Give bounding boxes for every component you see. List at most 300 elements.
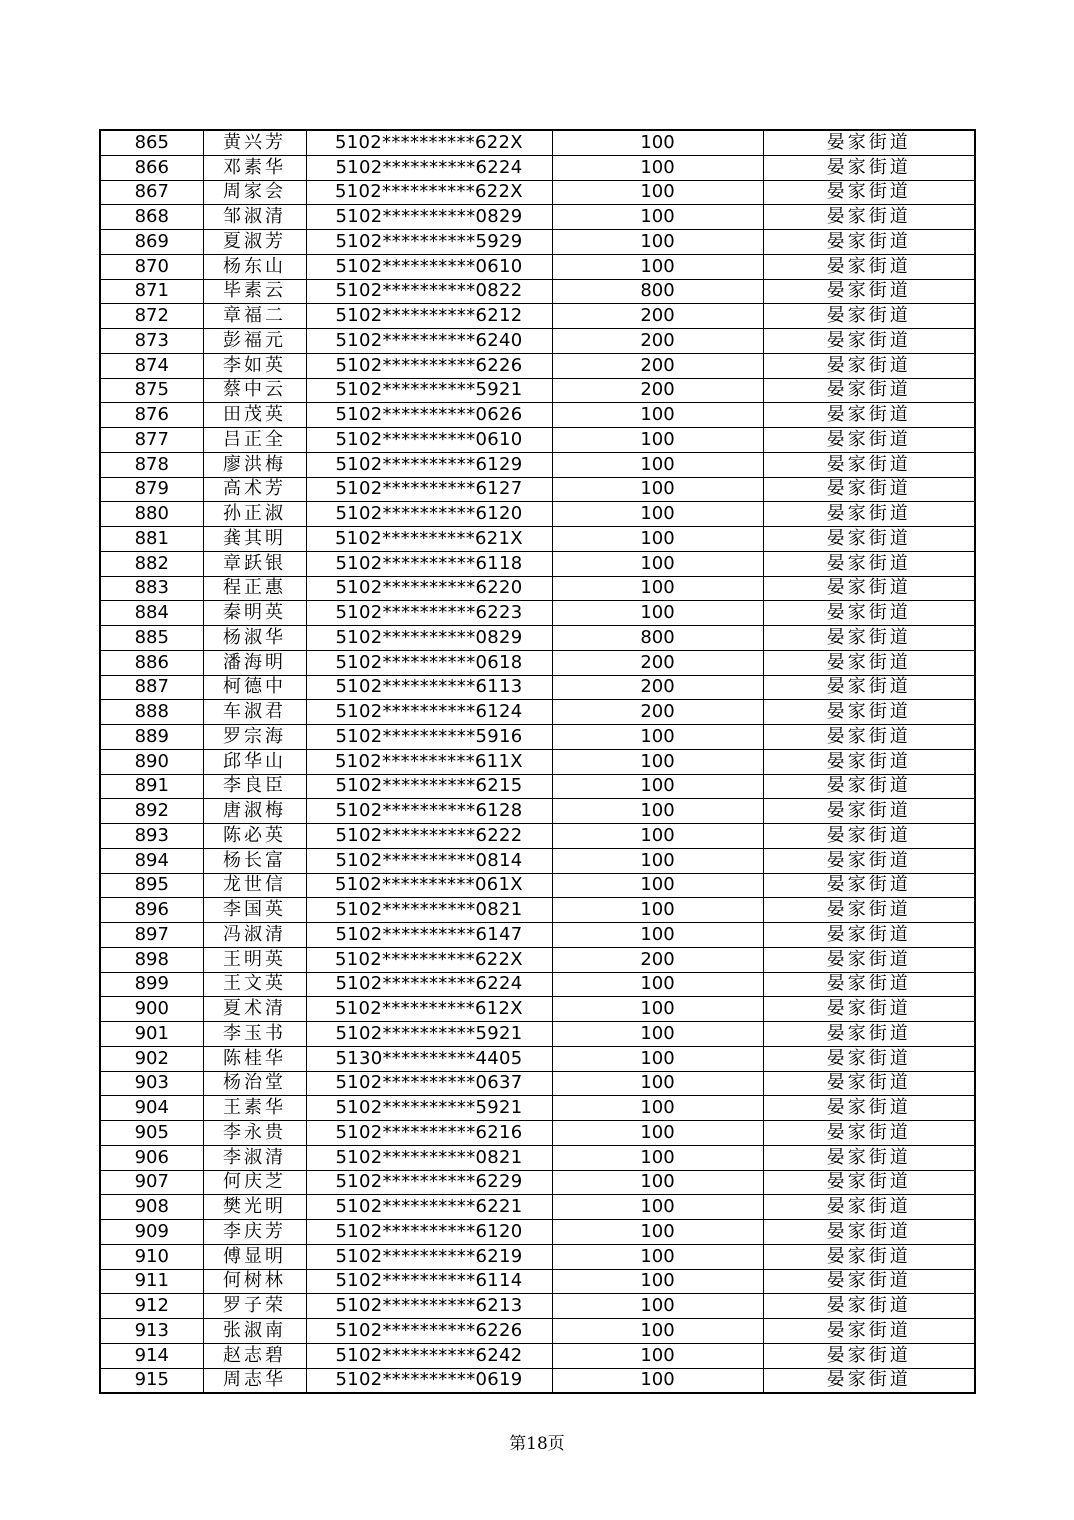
id-number-cell: 5102**********622X	[306, 180, 552, 205]
name-cell: 李如英	[203, 353, 306, 378]
serial-number-cell: 890	[100, 749, 203, 774]
amount-cell: 100	[552, 205, 763, 230]
serial-number-cell: 896	[100, 898, 203, 923]
subdistrict-cell: 晏家街道	[763, 1071, 975, 1096]
name-cell: 龚其明	[203, 527, 306, 552]
id-number-cell: 5102**********0829	[306, 205, 552, 230]
amount-cell: 200	[552, 329, 763, 354]
subdistrict-cell: 晏家街道	[763, 923, 975, 948]
serial-number-cell: 911	[100, 1269, 203, 1294]
table-row	[100, 502, 975, 527]
table-row	[100, 1343, 975, 1368]
table-row	[100, 230, 975, 255]
table-row	[100, 848, 975, 873]
id-number-cell: 5130**********4405	[306, 1046, 552, 1071]
serial-number-cell: 894	[100, 848, 203, 873]
id-number-cell: 5102**********5921	[306, 378, 552, 403]
name-cell: 陈必英	[203, 824, 306, 849]
serial-number-cell: 879	[100, 477, 203, 502]
id-number-cell: 5102**********0829	[306, 626, 552, 651]
table-row	[100, 477, 975, 502]
subdistrict-cell: 晏家街道	[763, 749, 975, 774]
table-row	[100, 700, 975, 725]
id-number-cell: 5102**********6213	[306, 1294, 552, 1319]
name-cell: 邹淑清	[203, 205, 306, 230]
table-row	[100, 527, 975, 552]
serial-number-cell: 914	[100, 1343, 203, 1368]
name-cell: 冯淑清	[203, 923, 306, 948]
id-number-cell: 5102**********6124	[306, 700, 552, 725]
subdistrict-cell: 晏家街道	[763, 1096, 975, 1121]
id-number-cell: 5102**********6147	[306, 923, 552, 948]
amount-cell: 100	[552, 749, 763, 774]
amount-cell: 100	[552, 527, 763, 552]
table-row	[100, 1269, 975, 1294]
name-cell: 龙世信	[203, 873, 306, 898]
subdistrict-cell: 晏家街道	[763, 725, 975, 750]
serial-number-cell: 881	[100, 527, 203, 552]
table-row	[100, 725, 975, 750]
subdistrict-cell: 晏家街道	[763, 452, 975, 477]
amount-cell: 100	[552, 1343, 763, 1368]
amount-cell: 100	[552, 799, 763, 824]
subdistrict-cell: 晏家街道	[763, 1046, 975, 1071]
subdistrict-cell: 晏家街道	[763, 1343, 975, 1368]
amount-cell: 100	[552, 130, 763, 155]
amount-cell: 100	[552, 551, 763, 576]
serial-number-cell: 867	[100, 180, 203, 205]
table-row	[100, 601, 975, 626]
subdistrict-cell: 晏家街道	[763, 254, 975, 279]
subdistrict-cell: 晏家街道	[763, 675, 975, 700]
serial-number-cell: 871	[100, 279, 203, 304]
subdistrict-cell: 晏家街道	[763, 947, 975, 972]
subdistrict-cell: 晏家街道	[763, 824, 975, 849]
serial-number-cell: 900	[100, 997, 203, 1022]
subdistrict-cell: 晏家街道	[763, 130, 975, 155]
serial-number-cell: 904	[100, 1096, 203, 1121]
table-row	[100, 428, 975, 453]
table-row	[100, 824, 975, 849]
name-cell: 王明英	[203, 947, 306, 972]
table-row	[100, 1195, 975, 1220]
name-cell: 李国英	[203, 898, 306, 923]
table-row	[100, 650, 975, 675]
id-number-cell: 5102**********6215	[306, 774, 552, 799]
amount-cell: 100	[552, 155, 763, 180]
serial-number-cell: 866	[100, 155, 203, 180]
amount-cell: 100	[552, 1195, 763, 1220]
serial-number-cell: 908	[100, 1195, 203, 1220]
name-cell: 唐淑梅	[203, 799, 306, 824]
amount-cell: 100	[552, 725, 763, 750]
amount-cell: 100	[552, 1244, 763, 1269]
table-row	[100, 130, 975, 155]
amount-cell: 200	[552, 378, 763, 403]
name-cell: 何树林	[203, 1269, 306, 1294]
table-row	[100, 1220, 975, 1245]
table-row	[100, 873, 975, 898]
table-row	[100, 329, 975, 354]
subdistrict-cell: 晏家街道	[763, 601, 975, 626]
amount-cell: 100	[552, 403, 763, 428]
name-cell: 高术芳	[203, 477, 306, 502]
name-cell: 赵志碧	[203, 1343, 306, 1368]
table-row	[100, 452, 975, 477]
amount-cell: 100	[552, 502, 763, 527]
subdistrict-cell: 晏家街道	[763, 1121, 975, 1146]
amount-cell: 100	[552, 1368, 763, 1393]
subdistrict-cell: 晏家街道	[763, 1244, 975, 1269]
subdistrict-cell: 晏家街道	[763, 502, 975, 527]
name-cell: 车淑君	[203, 700, 306, 725]
amount-cell: 100	[552, 848, 763, 873]
table-row	[100, 1170, 975, 1195]
subdistrict-cell: 晏家街道	[763, 1170, 975, 1195]
serial-number-cell: 889	[100, 725, 203, 750]
serial-number-cell: 875	[100, 378, 203, 403]
amount-cell: 200	[552, 947, 763, 972]
id-number-cell: 5102**********061X	[306, 873, 552, 898]
id-number-cell: 5102**********5929	[306, 230, 552, 255]
amount-cell: 800	[552, 626, 763, 651]
subdistrict-cell: 晏家街道	[763, 873, 975, 898]
name-cell: 杨东山	[203, 254, 306, 279]
amount-cell: 100	[552, 1269, 763, 1294]
subdistrict-cell: 晏家街道	[763, 230, 975, 255]
id-number-cell: 5102**********0821	[306, 898, 552, 923]
serial-number-cell: 895	[100, 873, 203, 898]
subdistrict-cell: 晏家街道	[763, 848, 975, 873]
id-number-cell: 5102**********5916	[306, 725, 552, 750]
serial-number-cell: 899	[100, 972, 203, 997]
amount-cell: 100	[552, 774, 763, 799]
amount-cell: 200	[552, 650, 763, 675]
amount-cell: 100	[552, 477, 763, 502]
id-number-cell: 5102**********6113	[306, 675, 552, 700]
table-row	[100, 304, 975, 329]
serial-number-cell: 903	[100, 1071, 203, 1096]
id-number-cell: 5102**********6240	[306, 329, 552, 354]
name-cell: 杨长富	[203, 848, 306, 873]
name-cell: 柯德中	[203, 675, 306, 700]
serial-number-cell: 913	[100, 1319, 203, 1344]
table-row	[100, 1071, 975, 1096]
id-number-cell: 5102**********6219	[306, 1244, 552, 1269]
table-row	[100, 1368, 975, 1393]
table-row	[100, 576, 975, 601]
serial-number-cell: 909	[100, 1220, 203, 1245]
id-number-cell: 5102**********0626	[306, 403, 552, 428]
amount-cell: 100	[552, 898, 763, 923]
serial-number-cell: 888	[100, 700, 203, 725]
id-number-cell: 5102**********0814	[306, 848, 552, 873]
subdistrict-cell: 晏家街道	[763, 403, 975, 428]
table-row	[100, 279, 975, 304]
table-row	[100, 774, 975, 799]
subdistrict-cell: 晏家街道	[763, 1022, 975, 1047]
serial-number-cell: 887	[100, 675, 203, 700]
id-number-cell: 5102**********6222	[306, 824, 552, 849]
name-cell: 吕正全	[203, 428, 306, 453]
name-cell: 夏术清	[203, 997, 306, 1022]
name-cell: 毕素云	[203, 279, 306, 304]
amount-cell: 200	[552, 304, 763, 329]
serial-number-cell: 906	[100, 1145, 203, 1170]
serial-number-cell: 912	[100, 1294, 203, 1319]
id-number-cell: 5102**********5921	[306, 1022, 552, 1047]
table-row	[100, 403, 975, 428]
amount-cell: 100	[552, 1022, 763, 1047]
amount-cell: 100	[552, 824, 763, 849]
table-row	[100, 997, 975, 1022]
table-row	[100, 1319, 975, 1344]
table-row	[100, 353, 975, 378]
serial-number-cell: 885	[100, 626, 203, 651]
serial-number-cell: 892	[100, 799, 203, 824]
name-cell: 黄兴芳	[203, 130, 306, 155]
name-cell: 田茂英	[203, 403, 306, 428]
amount-cell: 200	[552, 353, 763, 378]
name-cell: 章跃银	[203, 551, 306, 576]
table-row	[100, 180, 975, 205]
serial-number-cell: 877	[100, 428, 203, 453]
serial-number-cell: 873	[100, 329, 203, 354]
id-number-cell: 5102**********5921	[306, 1096, 552, 1121]
name-cell: 李淑清	[203, 1145, 306, 1170]
amount-cell: 100	[552, 972, 763, 997]
serial-number-cell: 897	[100, 923, 203, 948]
amount-cell: 100	[552, 1046, 763, 1071]
name-cell: 章福二	[203, 304, 306, 329]
subdistrict-cell: 晏家街道	[763, 180, 975, 205]
id-number-cell: 5102**********6226	[306, 353, 552, 378]
serial-number-cell: 905	[100, 1121, 203, 1146]
subdistrict-cell: 晏家街道	[763, 304, 975, 329]
name-cell: 彭福元	[203, 329, 306, 354]
amount-cell: 100	[552, 180, 763, 205]
serial-number-cell: 915	[100, 1368, 203, 1393]
name-cell: 邓素华	[203, 155, 306, 180]
subdistrict-cell: 晏家街道	[763, 799, 975, 824]
amount-cell: 100	[552, 1319, 763, 1344]
subdistrict-cell: 晏家街道	[763, 551, 975, 576]
name-cell: 张淑南	[203, 1319, 306, 1344]
table-row	[100, 254, 975, 279]
serial-number-cell: 868	[100, 205, 203, 230]
id-number-cell: 5102**********6226	[306, 1319, 552, 1344]
amount-cell: 100	[552, 1294, 763, 1319]
serial-number-cell: 902	[100, 1046, 203, 1071]
name-cell: 陈桂华	[203, 1046, 306, 1071]
subdistrict-cell: 晏家街道	[763, 576, 975, 601]
serial-number-cell: 876	[100, 403, 203, 428]
id-number-cell: 5102**********6212	[306, 304, 552, 329]
name-cell: 秦明英	[203, 601, 306, 626]
serial-number-cell: 883	[100, 576, 203, 601]
id-number-cell: 5102**********622X	[306, 130, 552, 155]
table-row	[100, 205, 975, 230]
table-row	[100, 1096, 975, 1121]
name-cell: 李玉书	[203, 1022, 306, 1047]
id-number-cell: 5102**********6229	[306, 1170, 552, 1195]
amount-cell: 800	[552, 279, 763, 304]
id-number-cell: 5102**********0610	[306, 254, 552, 279]
name-cell: 廖洪梅	[203, 452, 306, 477]
serial-number-cell: 886	[100, 650, 203, 675]
table-row	[100, 626, 975, 651]
amount-cell: 100	[552, 452, 763, 477]
amount-cell: 100	[552, 1145, 763, 1170]
id-number-cell: 5102**********6120	[306, 1220, 552, 1245]
id-number-cell: 5102**********0610	[306, 428, 552, 453]
name-cell: 程正惠	[203, 576, 306, 601]
id-number-cell: 5102**********6221	[306, 1195, 552, 1220]
amount-cell: 100	[552, 1220, 763, 1245]
id-number-cell: 5102**********6120	[306, 502, 552, 527]
table-row	[100, 1294, 975, 1319]
subdistrict-cell: 晏家街道	[763, 353, 975, 378]
table-row	[100, 1121, 975, 1146]
subdistrict-cell: 晏家街道	[763, 1195, 975, 1220]
amount-cell: 100	[552, 1096, 763, 1121]
id-number-cell: 5102**********6223	[306, 601, 552, 626]
subdistrict-cell: 晏家街道	[763, 527, 975, 552]
serial-number-cell: 865	[100, 130, 203, 155]
serial-number-cell: 880	[100, 502, 203, 527]
table-row	[100, 378, 975, 403]
name-cell: 罗子荣	[203, 1294, 306, 1319]
serial-number-cell: 893	[100, 824, 203, 849]
recipient-table	[99, 129, 976, 1394]
subdistrict-cell: 晏家街道	[763, 898, 975, 923]
serial-number-cell: 872	[100, 304, 203, 329]
name-cell: 夏淑芳	[203, 230, 306, 255]
subdistrict-cell: 晏家街道	[763, 1269, 975, 1294]
name-cell: 樊光明	[203, 1195, 306, 1220]
serial-number-cell: 878	[100, 452, 203, 477]
serial-number-cell: 891	[100, 774, 203, 799]
serial-number-cell: 874	[100, 353, 203, 378]
amount-cell: 100	[552, 428, 763, 453]
id-number-cell: 5102**********612X	[306, 997, 552, 1022]
id-number-cell: 5102**********621X	[306, 527, 552, 552]
subdistrict-cell: 晏家街道	[763, 378, 975, 403]
id-number-cell: 5102**********6129	[306, 452, 552, 477]
id-number-cell: 5102**********6128	[306, 799, 552, 824]
name-cell: 潘海明	[203, 650, 306, 675]
recipient-table-body	[100, 130, 975, 1393]
serial-number-cell: 910	[100, 1244, 203, 1269]
amount-cell: 200	[552, 675, 763, 700]
id-number-cell: 5102**********0618	[306, 650, 552, 675]
name-cell: 孙正淑	[203, 502, 306, 527]
subdistrict-cell: 晏家街道	[763, 205, 975, 230]
table-row	[100, 799, 975, 824]
id-number-cell: 5102**********6127	[306, 477, 552, 502]
table-row	[100, 947, 975, 972]
subdistrict-cell: 晏家街道	[763, 1145, 975, 1170]
serial-number-cell: 882	[100, 551, 203, 576]
subdistrict-cell: 晏家街道	[763, 626, 975, 651]
amount-cell: 100	[552, 230, 763, 255]
table-row	[100, 1145, 975, 1170]
name-cell: 傅显明	[203, 1244, 306, 1269]
name-cell: 何庆芝	[203, 1170, 306, 1195]
table-row	[100, 923, 975, 948]
subdistrict-cell: 晏家街道	[763, 700, 975, 725]
name-cell: 李庆芳	[203, 1220, 306, 1245]
id-number-cell: 5102**********0619	[306, 1368, 552, 1393]
id-number-cell: 5102**********0821	[306, 1145, 552, 1170]
name-cell: 罗宗海	[203, 725, 306, 750]
id-number-cell: 5102**********622X	[306, 947, 552, 972]
id-number-cell: 5102**********6220	[306, 576, 552, 601]
table-row	[100, 551, 975, 576]
table-row	[100, 1022, 975, 1047]
page-number: 第18页	[509, 1434, 565, 1454]
amount-cell: 100	[552, 997, 763, 1022]
serial-number-cell: 901	[100, 1022, 203, 1047]
name-cell: 李良臣	[203, 774, 306, 799]
id-number-cell: 5102**********6224	[306, 972, 552, 997]
table-row	[100, 1244, 975, 1269]
name-cell: 王素华	[203, 1096, 306, 1121]
serial-number-cell: 870	[100, 254, 203, 279]
subdistrict-cell: 晏家街道	[763, 329, 975, 354]
id-number-cell: 5102**********6224	[306, 155, 552, 180]
subdistrict-cell: 晏家街道	[763, 774, 975, 799]
subdistrict-cell: 晏家街道	[763, 1220, 975, 1245]
id-number-cell: 5102**********6118	[306, 551, 552, 576]
serial-number-cell: 907	[100, 1170, 203, 1195]
id-number-cell: 5102**********0637	[306, 1071, 552, 1096]
amount-cell: 100	[552, 1121, 763, 1146]
name-cell: 邱华山	[203, 749, 306, 774]
subdistrict-cell: 晏家街道	[763, 1319, 975, 1344]
name-cell: 周家会	[203, 180, 306, 205]
id-number-cell: 5102**********611X	[306, 749, 552, 774]
name-cell: 李永贵	[203, 1121, 306, 1146]
amount-cell: 100	[552, 873, 763, 898]
subdistrict-cell: 晏家街道	[763, 650, 975, 675]
subdistrict-cell: 晏家街道	[763, 972, 975, 997]
name-cell: 蔡中云	[203, 378, 306, 403]
table-row	[100, 749, 975, 774]
table-row	[100, 1046, 975, 1071]
subdistrict-cell: 晏家街道	[763, 1294, 975, 1319]
subdistrict-cell: 晏家街道	[763, 1368, 975, 1393]
amount-cell: 100	[552, 1071, 763, 1096]
id-number-cell: 5102**********6242	[306, 1343, 552, 1368]
name-cell: 杨治堂	[203, 1071, 306, 1096]
name-cell: 周志华	[203, 1368, 306, 1393]
amount-cell: 100	[552, 923, 763, 948]
id-number-cell: 5102**********6216	[306, 1121, 552, 1146]
amount-cell: 100	[552, 1170, 763, 1195]
subdistrict-cell: 晏家街道	[763, 155, 975, 180]
table-row	[100, 972, 975, 997]
serial-number-cell: 884	[100, 601, 203, 626]
name-cell: 杨淑华	[203, 626, 306, 651]
subdistrict-cell: 晏家街道	[763, 279, 975, 304]
amount-cell: 100	[552, 576, 763, 601]
table-row	[100, 675, 975, 700]
subdistrict-cell: 晏家街道	[763, 997, 975, 1022]
amount-cell: 100	[552, 254, 763, 279]
subdistrict-cell: 晏家街道	[763, 428, 975, 453]
table-row	[100, 898, 975, 923]
